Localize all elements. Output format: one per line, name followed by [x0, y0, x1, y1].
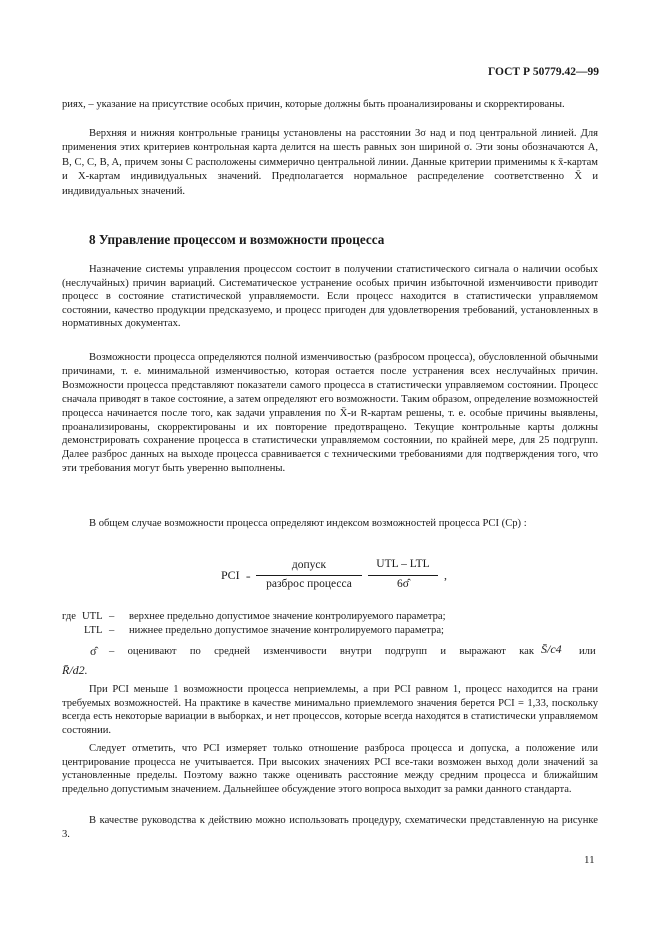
page-number: 11 [584, 854, 595, 866]
paragraph-5: В общем случае возможности процесса определяют индексом возможностей процесса PCI (Cp) : [89, 518, 527, 529]
def-sigma-expression: S̄/c4 [541, 642, 562, 656]
formula-comma: , [444, 568, 447, 582]
fraction-2-bar [368, 575, 438, 576]
paragraph-2: Верхняя и нижняя контрольные границы установлены на расстоянии 3σ над и под центральной линией. Для применения этих критериев контрольная карта делится на шесть равных зон шириной σ. Эти зоны обозначаются A, B, C, C, B, A, причем зоны C расположены симмерично центральной линии. Данные критерии применимы к x̄-картам и X-картам индивидуальных значений. Предполагается нормальное распределение соответственно X̄ и индивидуальных значений. [62, 128, 598, 197]
paragraph-8: В качестве руководства к действию можно использовать процедуру, схематически представленную на рисунке 3. [62, 815, 598, 840]
fraction-2-denominator: 6σ̂ [397, 578, 409, 590]
paragraph-7: Следует отметить, что PCI измеряет только отношение разброса процесса и допуска, а положение или центрирование процесса не учитывается. При высоких значениях PCI все-таки возможен выход доли значений за установленные пределы. Поэтому важно также оценивать расстояние между средним процесса и ближайшим предельно допустимым значением. Дальнейшее обсуждение этого вопроса выходит за рамки данного стандарта. [62, 743, 598, 795]
paragraph-6: При PCI меньше 1 возможности процесса неприемлемы, а при PCI равном 1, процесс находится на грани требуемых возможностей. На практике в качестве минимально приемлемого значения берется PCI = 1,33, поскольку всегда есть некоторые вариации в выборках, и нет процессов, которые всегда находятся в статистически управляемом состоянии. [62, 684, 598, 736]
paragraph-4: Возможности процесса определяются полной изменчивостью (разбросом процесса), обусловленной обычными причинами, т. е. минимальной изменчивостью, которая остается после устранения всех неслучайных причин. Возможности процесса представляют показатели самого процесса в статистически управляемом состоянии. Процесс сначала приводят в такое состояние, а затем определяют его возможности. Таким образом, определение возможностей процесса начинается после того, как задачи управления по X̄-и R-картам решены, т. е. особые причины выявлены, проанализированы, скорректированы и их повторение предотвращено. Текущие контрольные карты должны демонстрировать сохранение процесса в статистически управляемом состоянии, по крайней мере, для 25 подгрупп. Далее разброс данных на выходе процесса сравнивается с техническими требованиями для подтверждения того, что эти требования могут быть уверенно выполнены. [62, 352, 598, 475]
def-r-expression: R̄/d2. [62, 663, 88, 677]
standard-header: ГОСТ Р 50779.42—99 [488, 66, 599, 78]
def-utl-dash: – [109, 611, 115, 622]
def-sigma-term: σ̂ [90, 644, 97, 658]
def-ltl-desc: нижнее предельно допустимое значение контролируемого параметра; [129, 625, 444, 636]
section-title: 8 Управление процессом и возможности процесса [89, 232, 385, 247]
def-utl-term: UTL [82, 611, 103, 622]
fraction-1-numerator: допуск [291, 559, 327, 571]
def-or: или [579, 646, 596, 657]
def-utl-desc: верхнее предельно допустимое значение контролируемого параметра; [129, 611, 446, 622]
paragraph-3: Назначение системы управления процессом состоит в получении статистического сигнала о наличии особых (неслучайных) причин вариаций. Систематическое устранение особых причин избыточной изменчивости приводит процесс в состояние статистической управляемости. Если процесс находится в статистически управляемом состоянии, качество продукции предсказуемо, и процесс пригоден для удовлетворения требований, установленных в нормативных документах. [62, 264, 598, 330]
fraction-1-denominator: разброс процесса [266, 578, 352, 590]
def-ltl-term: LTL [84, 625, 103, 636]
def-sigma-desc: – оценивают по средней изменчивости внутри подгрупп и выражают как [109, 646, 534, 657]
fraction-1-bar [256, 575, 362, 576]
def-ltl-dash: – [109, 625, 115, 636]
def-where: где [62, 611, 76, 622]
paragraph-1: риях, – указание на присутствие особых причин, которые должны быть проанализированы и скорректированы. [62, 99, 565, 110]
formula-lhs: PCI [221, 568, 240, 582]
fraction-2-numerator: UTL – LTL [376, 558, 430, 570]
formula-equals: = [246, 573, 251, 582]
